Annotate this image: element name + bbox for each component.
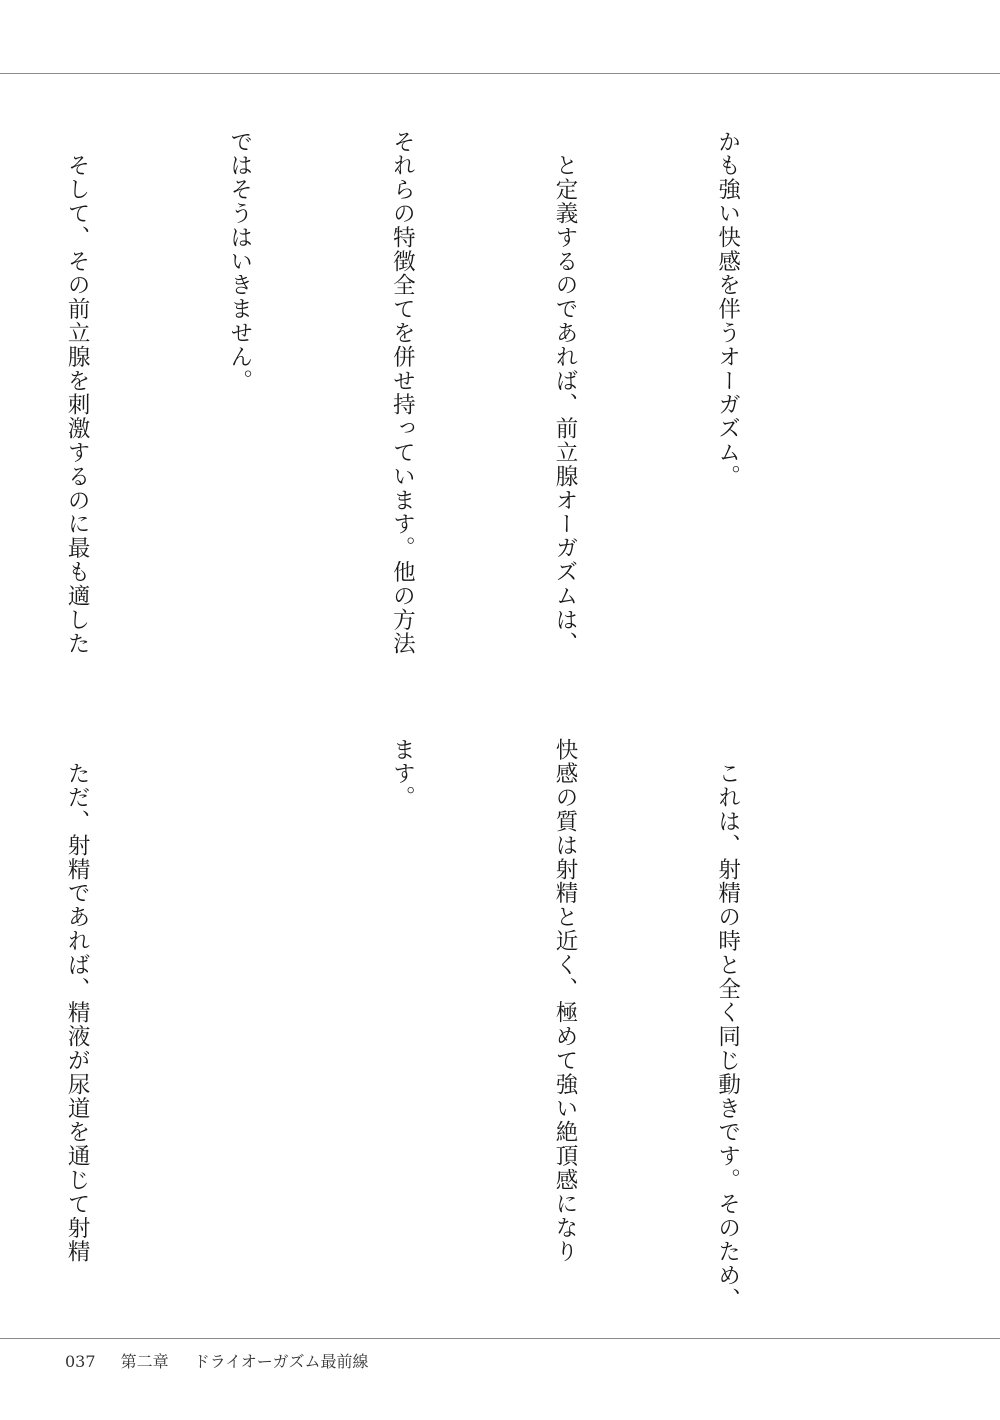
lower-text-block bbox=[64, 738, 863, 1312]
text-line: ただ、射精であれば、精液が尿道を通じて射精 bbox=[64, 738, 91, 1264]
text-line: それらの特徴全てを併せ持っています。他の方法 bbox=[389, 130, 416, 656]
chapter-label: 第二章 bbox=[120, 1352, 169, 1371]
text-line: そして、その前立腺を刺激するのに最も適した bbox=[64, 130, 91, 656]
text-line: これは、射精の時と全く同じ動きです。そのため、 bbox=[714, 738, 741, 1312]
chapter-title: ドライオーガズム最前線 bbox=[193, 1352, 369, 1371]
text-line: と定義するのであれば、前立腺オーガズムは、 bbox=[551, 130, 578, 656]
top-rule bbox=[0, 73, 1000, 74]
text-line: ではそうはいきません。 bbox=[226, 130, 253, 393]
text-line: 快感の質は射精と近く、極めて強い絶頂感になり bbox=[551, 738, 578, 1264]
upper-text-block bbox=[64, 130, 863, 690]
text-line: かも強い快感を伴うオーガズム。 bbox=[714, 130, 741, 489]
text-line: ます。 bbox=[389, 738, 416, 810]
page-footer bbox=[65, 1349, 368, 1372]
bottom-rule bbox=[0, 1338, 1000, 1339]
page-number: 037 bbox=[65, 1352, 96, 1371]
